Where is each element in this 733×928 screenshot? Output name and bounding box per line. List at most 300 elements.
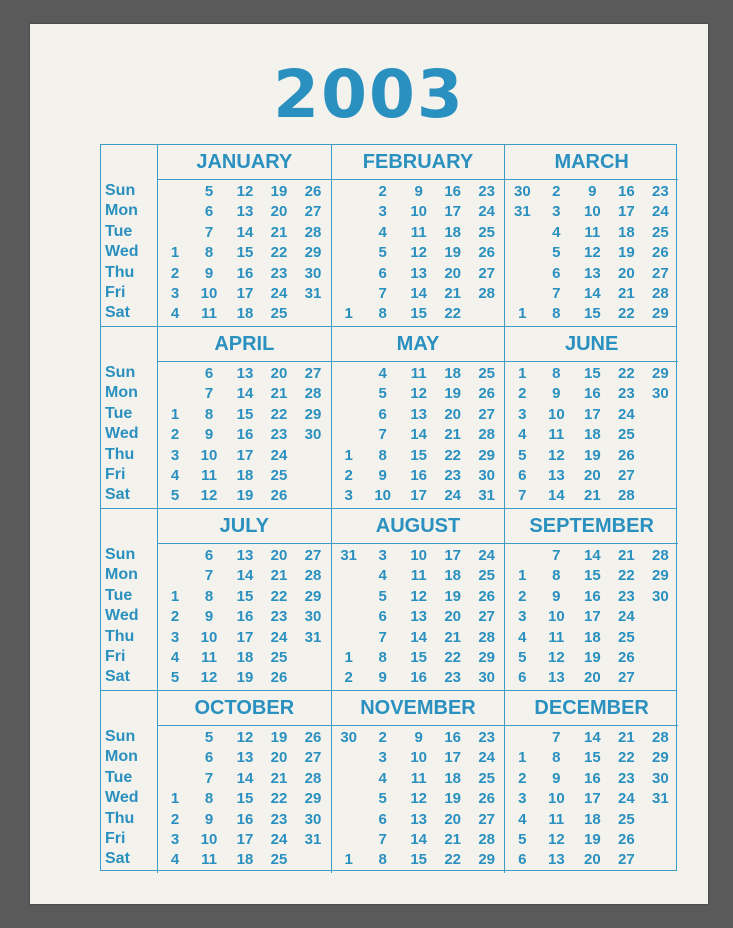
day-number: 2 <box>170 426 180 444</box>
day-number: 11 <box>201 648 217 666</box>
day-number: 21 <box>444 628 461 646</box>
month-name: MAY <box>332 327 505 362</box>
day-number: 7 <box>378 426 387 444</box>
day-number: 17 <box>236 446 254 464</box>
day-number: 14 <box>583 284 601 302</box>
week-column <box>194 182 224 325</box>
month-block-july <box>157 509 331 691</box>
day-number: 27 <box>304 365 322 382</box>
day-number: 27 <box>617 851 635 869</box>
day-number: 6 <box>518 669 527 687</box>
day-number: 1 <box>518 365 527 382</box>
day-name: Thu <box>105 445 135 463</box>
day-number <box>298 850 328 870</box>
day-number: 20 <box>270 203 288 221</box>
day-number: 8 <box>378 446 387 464</box>
day-number: 31 <box>478 487 495 505</box>
day-number: 4 <box>518 810 527 828</box>
day-number: 4 <box>518 628 527 646</box>
day-number: 16 <box>410 466 427 484</box>
day-number <box>472 304 502 324</box>
day-number: 26 <box>304 183 322 200</box>
week-column <box>472 728 502 871</box>
day-number: 7 <box>204 769 214 787</box>
day-number: 6 <box>518 466 527 484</box>
week-column <box>264 364 294 507</box>
week-column <box>577 182 607 325</box>
day-number: 7 <box>204 567 214 585</box>
day-number: 3 <box>378 203 387 221</box>
day-number: 19 <box>236 487 254 505</box>
day-number: 25 <box>270 851 288 869</box>
day-number: 16 <box>236 810 254 828</box>
day-number: 22 <box>270 790 288 808</box>
day-number: 21 <box>583 487 601 505</box>
day-number: 26 <box>617 446 635 464</box>
day-name: Tue <box>105 222 133 240</box>
day-number <box>645 607 675 627</box>
day-number: 12 <box>410 244 427 262</box>
day-number <box>160 364 190 384</box>
day-number: 28 <box>651 284 669 302</box>
day-number: 10 <box>547 405 565 423</box>
month-name: DECEMBER <box>505 691 678 726</box>
day-number: 3 <box>170 284 180 302</box>
day-number: 1 <box>518 567 527 585</box>
day-name: Fri <box>105 465 126 483</box>
day-number: 14 <box>236 769 254 787</box>
day-number: 28 <box>478 628 495 646</box>
day-number: 27 <box>478 810 495 828</box>
day-number: 3 <box>378 547 387 564</box>
week-column <box>160 728 190 871</box>
day-name: Sun <box>105 182 136 199</box>
day-number: 5 <box>378 385 387 403</box>
day-number: 6 <box>378 264 387 282</box>
day-number: 20 <box>583 466 601 484</box>
day-number: 19 <box>444 790 461 808</box>
day-number: 13 <box>236 203 254 221</box>
week-column <box>611 182 641 325</box>
day-number: 8 <box>204 790 214 808</box>
day-number: 12 <box>547 648 565 666</box>
week-column <box>611 364 641 507</box>
month-name: FEBRUARY <box>332 145 505 180</box>
day-number: 7 <box>378 628 387 646</box>
day-number: 9 <box>378 466 387 484</box>
day-number: 1 <box>344 446 353 464</box>
day-number: 25 <box>651 223 669 241</box>
day-name: Mon <box>105 566 138 584</box>
day-name: Fri <box>105 647 126 665</box>
day-number: 18 <box>236 466 254 484</box>
day-number: 15 <box>236 790 254 808</box>
week-column <box>541 546 571 689</box>
week-column <box>404 728 434 871</box>
day-number: 28 <box>651 547 669 564</box>
day-number: 15 <box>410 305 427 323</box>
day-number: 21 <box>444 426 461 444</box>
day-number: 22 <box>444 648 461 666</box>
day-number: 14 <box>236 223 254 241</box>
day-number: 19 <box>236 669 254 687</box>
day-number <box>645 668 675 688</box>
calendar-card <box>30 24 708 904</box>
week-column <box>507 364 537 507</box>
year-title: 2003 <box>273 56 465 133</box>
day-number: 8 <box>378 648 387 666</box>
day-number: 10 <box>200 284 218 302</box>
day-number: 27 <box>478 405 495 423</box>
day-name: Fri <box>105 283 126 301</box>
day-number: 2 <box>518 587 527 605</box>
day-number: 29 <box>651 305 669 323</box>
day-number <box>334 628 364 648</box>
week-column <box>611 728 641 871</box>
day-number: 17 <box>583 405 601 423</box>
week-column <box>368 728 398 871</box>
day-number: 21 <box>270 385 288 403</box>
day-number: 1 <box>170 405 180 423</box>
day-number: 10 <box>583 203 601 221</box>
day-number: 4 <box>378 567 387 585</box>
day-name: Thu <box>105 809 135 827</box>
day-number: 19 <box>444 385 461 403</box>
day-number <box>507 284 537 304</box>
day-number: 4 <box>378 223 387 241</box>
day-number: 21 <box>270 567 288 585</box>
day-number: 31 <box>651 790 669 808</box>
day-number: 16 <box>444 183 461 200</box>
day-number: 11 <box>548 628 565 646</box>
week-column <box>334 182 364 325</box>
day-number: 2 <box>518 385 527 403</box>
day-number: 3 <box>170 830 180 848</box>
day-number: 26 <box>478 244 495 262</box>
day-number: 3 <box>170 628 180 646</box>
day-number: 6 <box>378 405 387 423</box>
day-number: 9 <box>552 587 561 605</box>
day-name: Sun <box>105 546 136 563</box>
day-number: 17 <box>444 749 461 767</box>
week-column <box>264 728 294 871</box>
week-column <box>230 546 260 689</box>
day-number <box>645 850 675 870</box>
day-number: 27 <box>304 749 322 767</box>
day-number <box>507 243 537 263</box>
day-number: 14 <box>236 567 254 585</box>
day-number: 16 <box>410 669 427 687</box>
day-number <box>645 830 675 850</box>
day-number: 12 <box>236 183 254 200</box>
day-number: 15 <box>236 405 254 423</box>
month-block-june <box>504 327 678 509</box>
month-block-april <box>157 327 331 509</box>
day-number: 22 <box>270 405 288 423</box>
day-number <box>507 264 537 284</box>
day-number: 16 <box>583 385 601 403</box>
week-column <box>404 364 434 507</box>
day-number: 19 <box>270 183 288 200</box>
month-block-february <box>331 145 505 327</box>
week-column <box>438 182 468 325</box>
week-column <box>298 546 328 689</box>
day-number: 6 <box>204 365 214 382</box>
day-number <box>160 566 190 586</box>
month-block-may <box>331 327 505 509</box>
day-number: 1 <box>170 790 180 808</box>
day-number: 3 <box>344 487 353 505</box>
day-number: 28 <box>651 729 669 746</box>
day-number: 27 <box>304 203 322 221</box>
day-number: 26 <box>617 830 635 848</box>
week-column <box>298 364 328 507</box>
day-number: 4 <box>170 851 180 869</box>
day-name: Thu <box>105 627 135 645</box>
week-column <box>507 546 537 689</box>
day-number <box>334 607 364 627</box>
day-number <box>334 748 364 768</box>
day-number: 11 <box>201 466 217 484</box>
week-column <box>160 364 190 507</box>
day-number: 23 <box>270 426 288 444</box>
day-number: 9 <box>414 183 423 200</box>
day-number: 3 <box>518 608 527 626</box>
week-column <box>334 546 364 689</box>
day-number: 4 <box>170 648 180 666</box>
day-number: 30 <box>478 669 495 687</box>
day-number: 10 <box>547 790 565 808</box>
month-block-september <box>504 509 678 691</box>
calendar-grid <box>100 144 677 871</box>
day-number: 29 <box>478 446 495 464</box>
day-number: 8 <box>378 851 387 869</box>
day-number: 2 <box>170 608 180 626</box>
day-number: 14 <box>410 830 427 848</box>
day-number: 3 <box>170 446 180 464</box>
month-name: MARCH <box>505 145 678 180</box>
day-number: 11 <box>410 223 427 241</box>
day-name: Sat <box>105 304 130 322</box>
week-column <box>160 182 190 325</box>
day-number <box>160 182 190 202</box>
day-number: 12 <box>200 487 218 505</box>
day-number: 13 <box>547 669 565 687</box>
day-number <box>334 384 364 404</box>
day-name: Tue <box>105 768 133 786</box>
day-number <box>645 466 675 486</box>
day-number: 13 <box>547 851 565 869</box>
day-number <box>334 810 364 830</box>
day-number: 12 <box>236 729 254 746</box>
week-column <box>438 546 468 689</box>
day-number: 11 <box>410 567 427 585</box>
day-number: 21 <box>270 223 288 241</box>
day-number: 20 <box>270 547 288 564</box>
week-column <box>230 728 260 871</box>
day-number: 14 <box>583 547 601 564</box>
day-number: 7 <box>204 223 214 241</box>
day-number: 5 <box>204 183 214 200</box>
day-number: 9 <box>552 769 561 787</box>
day-number <box>298 648 328 668</box>
day-number: 27 <box>478 264 495 282</box>
day-number: 10 <box>410 203 427 221</box>
day-number: 24 <box>617 608 635 626</box>
week-column <box>645 546 675 689</box>
day-number <box>298 304 328 324</box>
day-name: Mon <box>105 202 138 220</box>
day-number: 3 <box>552 203 561 221</box>
day-number <box>298 486 328 506</box>
day-number: 23 <box>444 669 461 687</box>
week-column <box>472 364 502 507</box>
day-number: 7 <box>552 729 561 746</box>
day-number: 27 <box>651 264 669 282</box>
day-number: 4 <box>170 466 180 484</box>
day-number: 11 <box>548 426 565 444</box>
day-number: 17 <box>236 830 254 848</box>
day-number: 23 <box>270 810 288 828</box>
day-number <box>298 668 328 688</box>
day-number: 7 <box>378 284 387 302</box>
day-number: 23 <box>478 183 495 200</box>
day-number: 6 <box>378 810 387 828</box>
week-column <box>577 728 607 871</box>
day-number: 27 <box>304 547 322 564</box>
day-number <box>334 769 364 789</box>
day-number: 1 <box>518 749 527 767</box>
day-number: 9 <box>204 426 214 444</box>
week-column <box>160 546 190 689</box>
day-number: 15 <box>410 446 427 464</box>
day-number: 10 <box>547 608 565 626</box>
day-number: 1 <box>170 244 180 262</box>
day-number <box>334 830 364 850</box>
day-number <box>645 405 675 425</box>
day-number <box>160 384 190 404</box>
day-number <box>334 425 364 445</box>
day-number: 9 <box>588 183 597 200</box>
day-number: 5 <box>552 244 561 262</box>
day-number: 18 <box>617 223 635 241</box>
week-column <box>230 182 260 325</box>
day-number: 18 <box>583 426 601 444</box>
week-column <box>298 182 328 325</box>
day-number <box>507 223 537 243</box>
day-name-column <box>105 545 157 688</box>
day-name: Sun <box>105 364 136 381</box>
day-number: 24 <box>444 487 461 505</box>
day-number: 16 <box>583 769 601 787</box>
day-number: 7 <box>552 284 561 302</box>
day-number: 27 <box>617 466 635 484</box>
day-number: 18 <box>444 567 461 585</box>
day-number <box>507 728 537 748</box>
day-number: 17 <box>617 203 635 221</box>
day-number: 30 <box>304 608 322 626</box>
day-number: 26 <box>304 729 322 746</box>
day-number: 26 <box>270 487 288 505</box>
day-number: 9 <box>552 385 561 403</box>
day-number: 5 <box>378 790 387 808</box>
day-number: 5 <box>170 487 180 505</box>
day-name: Fri <box>105 829 126 847</box>
day-number: 22 <box>617 365 635 382</box>
day-number: 16 <box>617 183 635 200</box>
day-number: 2 <box>344 466 353 484</box>
day-number: 29 <box>651 567 669 585</box>
day-number: 22 <box>617 305 635 323</box>
day-number: 19 <box>617 244 635 262</box>
day-name-column <box>105 181 157 324</box>
day-number: 25 <box>270 648 288 666</box>
day-number: 16 <box>583 587 601 605</box>
day-number: 12 <box>410 790 427 808</box>
day-number: 27 <box>478 608 495 626</box>
day-number <box>334 284 364 304</box>
day-number: 11 <box>410 365 427 382</box>
day-number <box>298 446 328 466</box>
day-number: 15 <box>583 749 601 767</box>
day-number: 28 <box>478 284 495 302</box>
week-column <box>404 546 434 689</box>
day-number: 20 <box>617 264 635 282</box>
day-number: 8 <box>552 567 561 585</box>
day-number: 18 <box>236 648 254 666</box>
day-number: 6 <box>552 264 561 282</box>
day-number: 5 <box>378 587 387 605</box>
week-column <box>194 546 224 689</box>
day-number: 12 <box>547 830 565 848</box>
week-column <box>541 364 571 507</box>
day-number <box>334 243 364 263</box>
day-number: 25 <box>478 223 495 241</box>
week-column <box>611 546 641 689</box>
day-number: 30 <box>304 426 322 444</box>
day-number <box>645 446 675 466</box>
day-number: 25 <box>478 567 495 585</box>
week-column <box>507 182 537 325</box>
day-number: 13 <box>410 810 427 828</box>
day-name: Sat <box>105 486 130 504</box>
day-number: 2 <box>170 264 180 282</box>
day-number <box>645 425 675 445</box>
day-number <box>334 789 364 809</box>
day-number: 10 <box>410 547 427 564</box>
day-number: 7 <box>552 547 561 564</box>
day-number: 13 <box>547 466 565 484</box>
month-name: JULY <box>158 509 331 544</box>
week-column <box>368 182 398 325</box>
day-number: 15 <box>583 567 601 585</box>
day-number: 18 <box>583 810 601 828</box>
day-number: 4 <box>552 223 561 241</box>
day-number: 20 <box>270 749 288 767</box>
day-number: 12 <box>583 244 601 262</box>
day-number: 4 <box>378 769 387 787</box>
day-number: 18 <box>444 769 461 787</box>
day-number: 3 <box>518 405 527 423</box>
day-number: 18 <box>444 223 461 241</box>
day-number <box>160 769 190 789</box>
day-number: 4 <box>170 305 180 323</box>
day-number: 7 <box>518 487 527 505</box>
day-number: 30 <box>651 587 669 605</box>
day-number: 20 <box>583 669 601 687</box>
day-number: 8 <box>204 244 214 262</box>
month-block-october <box>157 691 331 873</box>
